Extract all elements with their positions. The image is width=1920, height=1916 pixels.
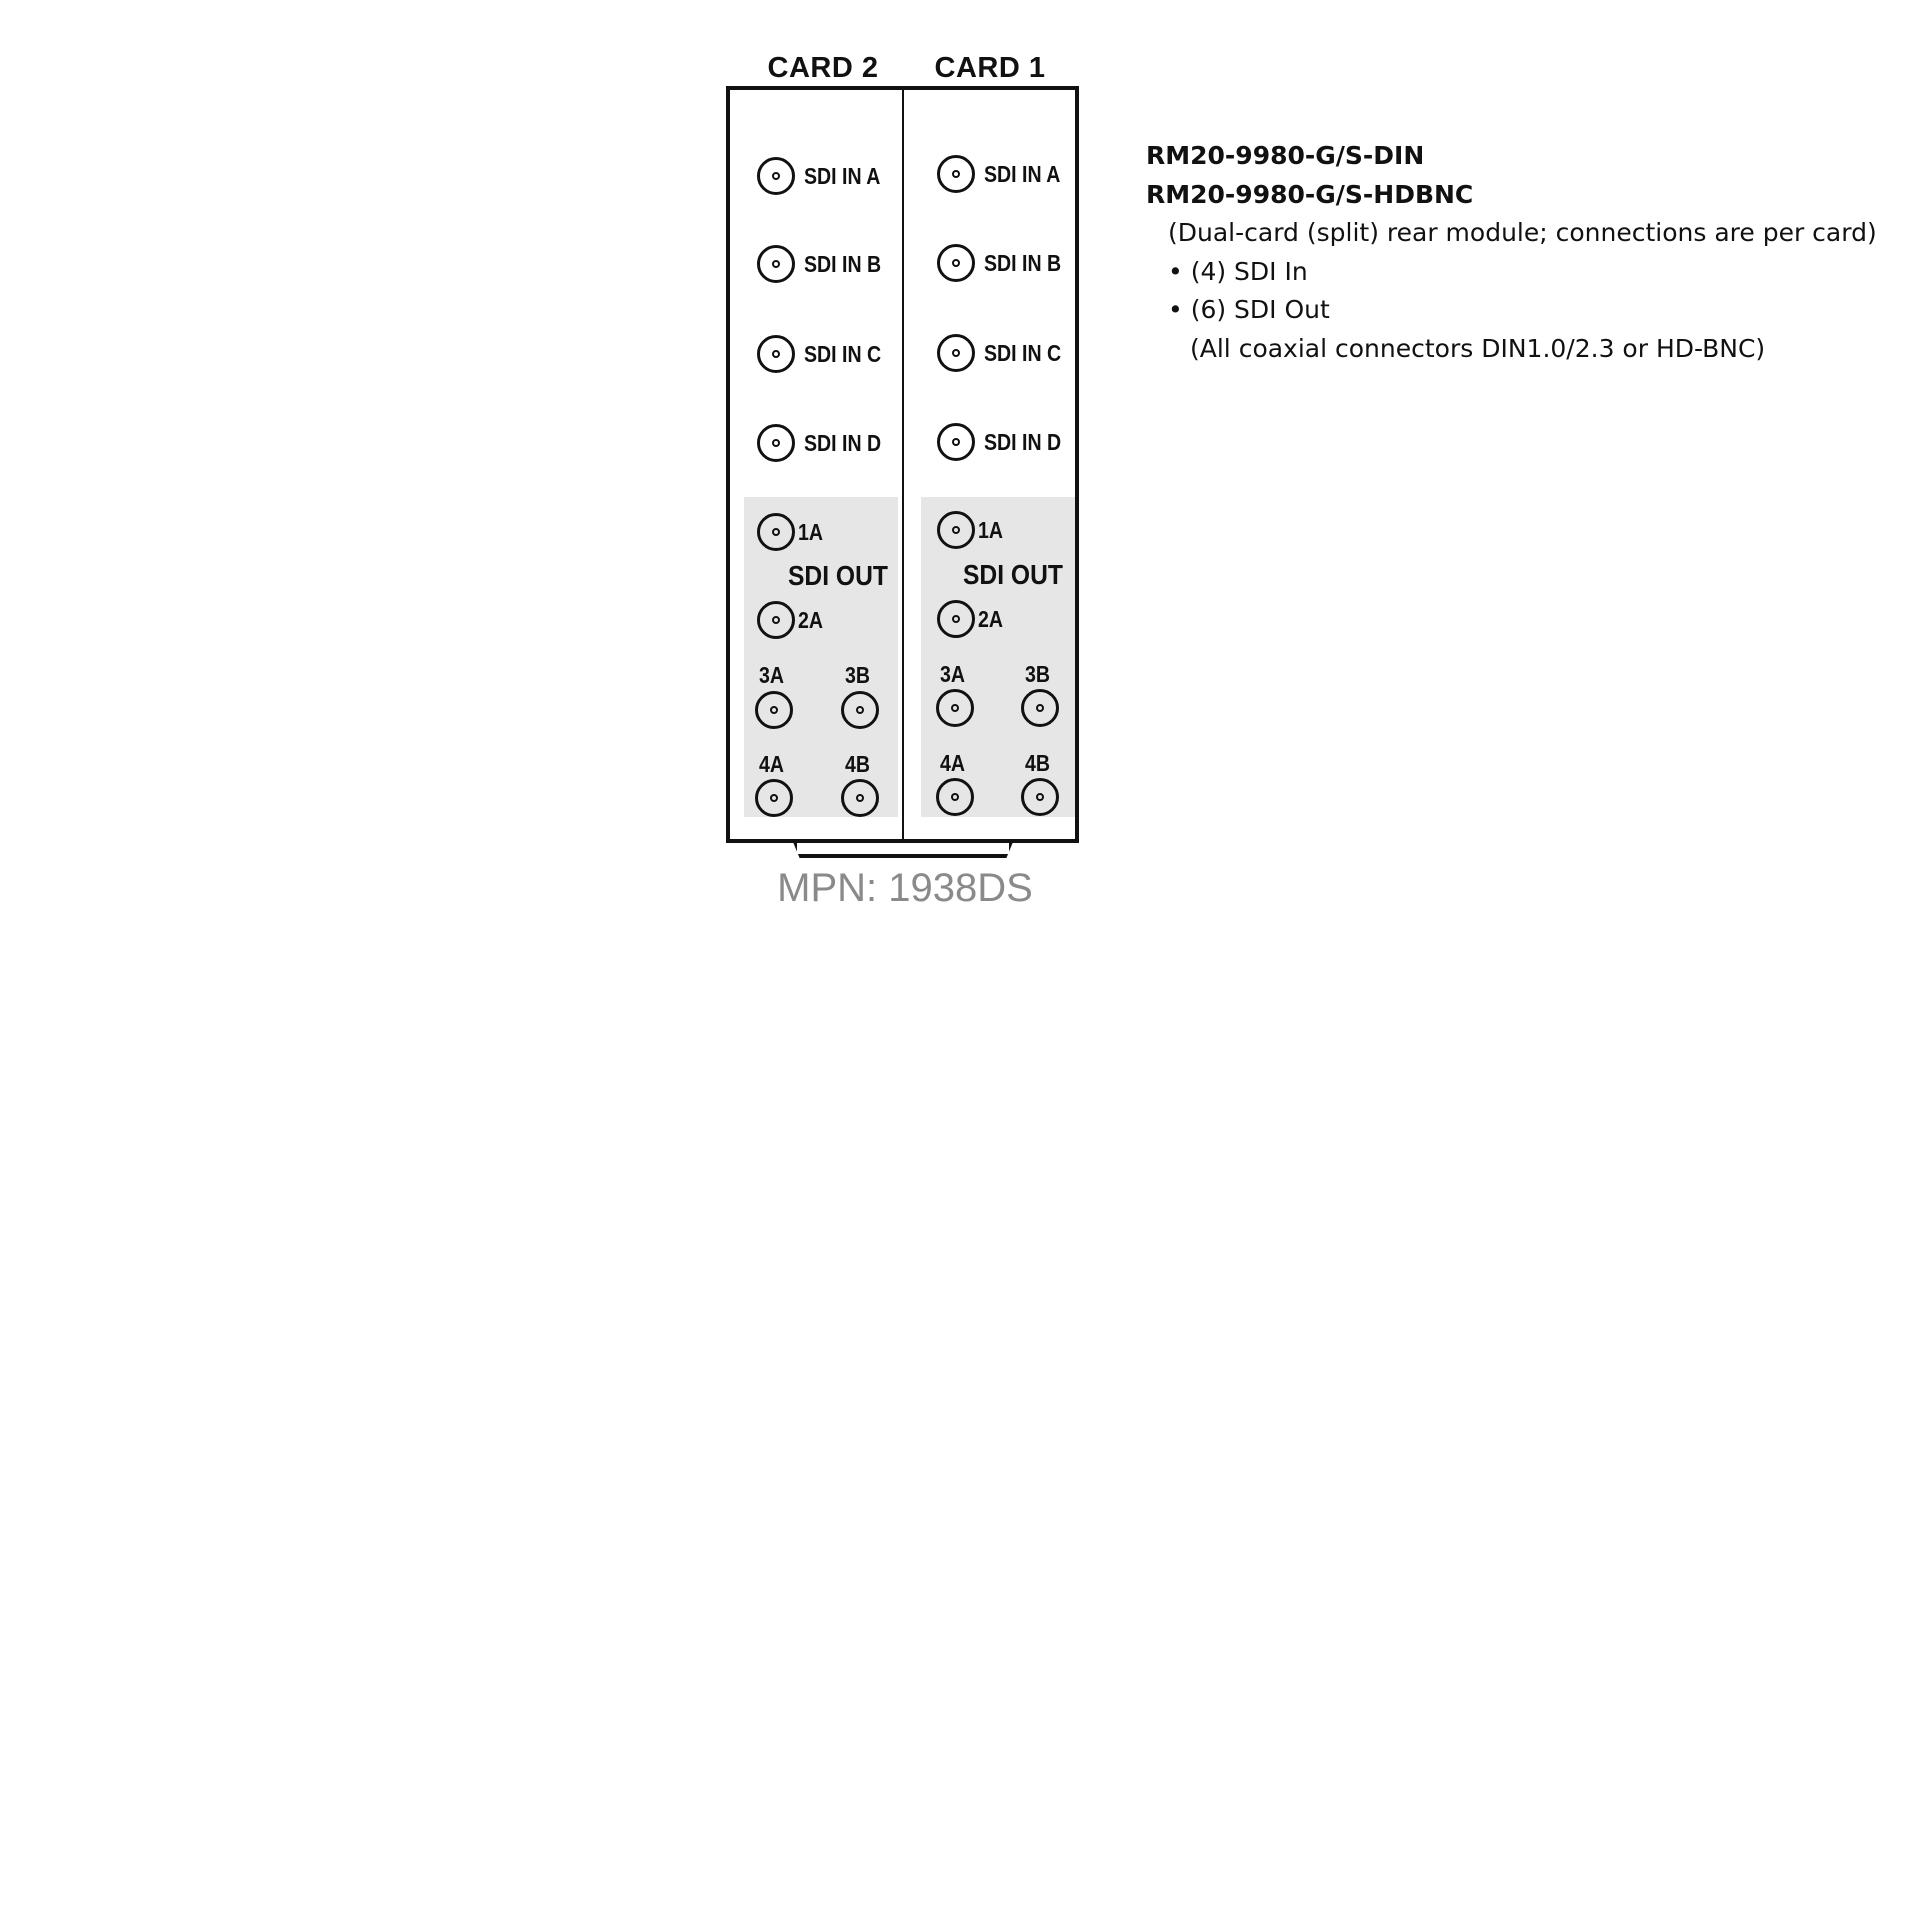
- card-divider: [902, 88, 904, 841]
- card-1-out-4a-connector: [936, 778, 974, 816]
- card-1-out-2a-connector: [937, 600, 975, 638]
- card-1-sdi-in-d-label: SDI IN D: [984, 429, 1062, 455]
- card-2-out-3a-connector: [755, 691, 793, 729]
- card-2-sdi-out-label: SDI OUT: [788, 560, 888, 591]
- card-2-sdi-in-b-connector: [757, 245, 795, 283]
- mpn-label: MPN: 1938DS: [777, 866, 1033, 910]
- card-1-sdi-in-c-connector: [937, 334, 975, 372]
- card-1-out-4a-label: 4A: [940, 750, 965, 776]
- card-2-sdi-in-c-label: SDI IN C: [804, 341, 882, 367]
- card-1-out-3b-label: 3B: [1025, 661, 1050, 687]
- card-1-sdi-in-d-connector: [937, 423, 975, 461]
- card-1-out-4b-connector: [1021, 778, 1059, 816]
- card-2-sdi-in-b-label: SDI IN B: [804, 251, 882, 277]
- card-1-out-3b-connector: [1021, 689, 1059, 727]
- model-hdbnc: RM20-9980-G/S-HDBNC: [1146, 179, 1474, 209]
- card-2-out-2a-connector: [757, 601, 795, 639]
- module-description: [1146, 137, 1877, 368]
- card-1-sdi-out-label: SDI OUT: [963, 559, 1063, 590]
- card-1-out-2a-label: 2A: [978, 606, 1003, 632]
- card-1-sdi-in-a-label: SDI IN A: [984, 161, 1061, 187]
- card-2-sdi-in-a-connector: [757, 157, 795, 195]
- card-2-out-4b-label: 4B: [845, 751, 870, 777]
- card-1-sdi-in-a-connector: [937, 155, 975, 193]
- card-2-sdi-in-d-label: SDI IN D: [804, 430, 882, 456]
- card-2-title: CARD 2: [767, 52, 879, 84]
- card-2-out-1a-connector: [757, 513, 795, 551]
- card-2-sdi-in-d-connector: [757, 424, 795, 462]
- model-din: RM20-9980-G/S-DIN: [1146, 141, 1425, 170]
- card-2-out-2a-label: 2A: [798, 607, 823, 633]
- card-1-out-3a-connector: [936, 689, 974, 727]
- card-2-out-1a-label: 1A: [798, 519, 823, 545]
- card-2-out-3b-connector: [841, 691, 879, 729]
- card-1-out-4b-label: 4B: [1025, 750, 1050, 776]
- card-2-sdi-in-a-label: SDI IN A: [804, 163, 881, 189]
- panel-mounting-foot: [793, 842, 1013, 858]
- card-2-out-4b-connector: [841, 779, 879, 817]
- card-2-sdi-in-c-connector: [757, 335, 795, 373]
- module-note: (Dual-card (split) rear module; connections are per card): [1168, 218, 1877, 247]
- bullet-sdi-out: • (6) SDI Out: [1168, 295, 1330, 324]
- card-2-out-3a-label: 3A: [759, 662, 784, 688]
- card-1-sdi-in-b-connector: [937, 244, 975, 282]
- card-1-title: CARD 1: [934, 52, 1046, 84]
- card-2-out-4a-label: 4A: [759, 751, 784, 777]
- card-2-out-3b-label: 3B: [845, 662, 870, 688]
- bullet-sdi-in: • (4) SDI In: [1168, 256, 1308, 286]
- card-1-sdi-in-b-label: SDI IN B: [984, 250, 1062, 276]
- card-1-out-3a-label: 3A: [940, 661, 965, 687]
- card-1-out-1a-connector: [937, 511, 975, 549]
- card-1-sdi-in-c-label: SDI IN C: [984, 340, 1062, 366]
- card-2-out-4a-connector: [755, 779, 793, 817]
- connector-footnote: (All coaxial connectors DIN1.0/2.3 or HD-BNC): [1190, 333, 1766, 363]
- card-1-out-1a-label: 1A: [978, 517, 1003, 543]
